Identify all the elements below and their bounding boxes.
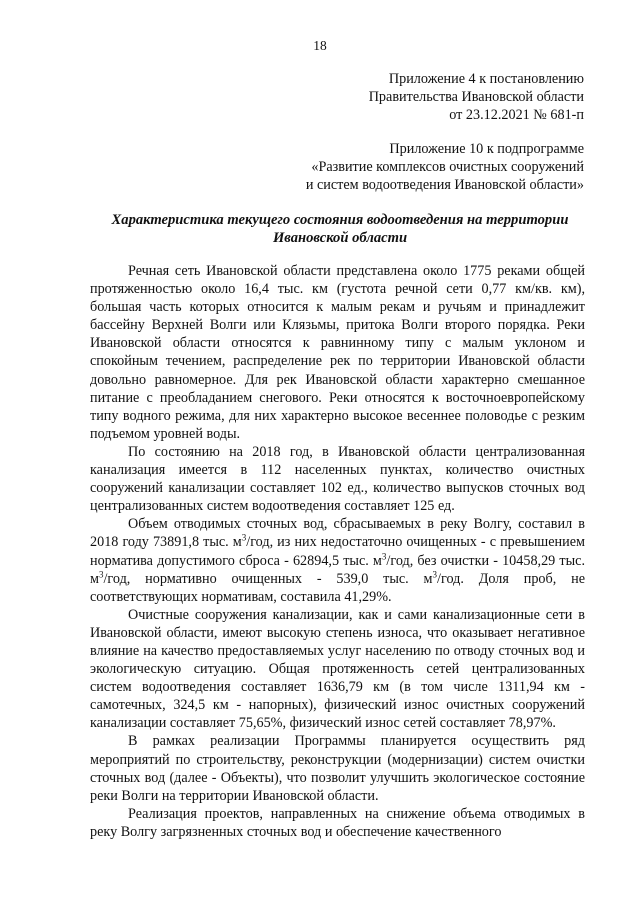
cubic-superscript-4: 3 [432, 568, 438, 579]
appendix-sub-line-2: «Развитие комплексов очистных сооружений [311, 159, 584, 175]
volume-text-2: /год, из них недостаточно очищенных - с превышением норматива допустимого сброса - 62894,5 тыс. м [90, 534, 585, 569]
volume-text-4: /год, нормативно очищенных - 539,0 тыс. м [103, 570, 433, 587]
paragraph-project-implementation: Реализация проектов, направленных на снижение объема отводимых в реку Волгу загрязненных сточных вод и обеспечение качественного [90, 805, 585, 840]
paragraph-river-network: Речная сеть Ивановской области представлена около 1775 реками общей протяженностью около 16,4 тыс. км (густота речной сети 0,77 км/кв. км), большая часть которых относится к малым рекам и ручьям и принадлежит бассейну Верхней Волги или Клязьмы, притока Волги второго порядка. Реки Ивановской области относятся к равнинному типу с малым уклоном и спокойным течением, распределение рек по территории Ивановской области довольно равномерное. Для рек Ивановской области характерно смешанное питание с преобладанием снегового. Реки относятся к восточноевропейскому типу водного режима, для них характерно высокое весеннее половодье с резким подъемом уровней воды. [90, 263, 585, 442]
appendix-main-line-1: Приложение 4 к постановлению [388, 71, 584, 87]
appendix-header-sub [306, 140, 584, 194]
paragraph-infrastructure-wear: Очистные сооружения канализации, как и сами канализационные сети в Ивановской области, имеют высокую степень износа, что оказывает негативное влияние на качество предоставляемых услуг населению по отводу сточных вод и экологическую ситуацию. Общая протяженность сетей централизованных систем водоотведения составляет 1636,79 км (в том числе 1311,94 км - самотечных, 324,5 км - напорных), физический износ очистных сооружений канализации составляет 75,65%, физический износ сетей составляет 78,97%. [90, 606, 585, 732]
section-title-line-2: Ивановской области [272, 230, 408, 246]
appendix-sub-line-3: и систем водоотведения Ивановской области» [305, 177, 584, 193]
appendix-main-line-2: Правительства Ивановской области [368, 89, 584, 105]
appendix-sub-line-1: Приложение 10 к подпрограмме [389, 141, 584, 157]
appendix-main-line-3: от 23.12.2021 № 681-п [449, 107, 584, 123]
paragraph-program-plans: В рамках реализации Программы планируется осуществить ряд мероприятий по строительству, реконструкции (модернизации) систем очистки сточных вод (далее - Объекты), что позволит улучшить экологическое состояние реки Волги на территории Ивановской области. [90, 733, 585, 804]
section-title [90, 211, 590, 247]
cubic-superscript-3: 3 [98, 568, 104, 579]
page-number: 18 [313, 38, 327, 53]
volume-text-5: /год. Доля проб, не соответствующих нормативам, составила 41,29%. [90, 570, 585, 605]
paragraph-wastewater-volume [90, 515, 585, 605]
volume-text-1: Объем отводимых сточных вод, сбрасываемых в реку Волгу, составил в 2018 году 73891,8 тыс. м [90, 516, 585, 551]
document-body [90, 262, 585, 841]
appendix-header-main [369, 70, 584, 124]
volume-text-3: /год, без очистки - 10458,29 тыс. м [90, 552, 585, 587]
paragraph-sewerage-status: По состоянию на 2018 год, в Ивановской области централизованная канализация имеется в 112 населенных пунктах, количество очистных сооружений канализации составляет 102 ед., количество выпусков сточных вод централизованных систем водоотведения составляет 125 ед. [90, 443, 585, 515]
section-title-line-1: Характеристика текущего состояния водоотведения на территории [111, 212, 569, 228]
cubic-superscript-2: 3 [381, 550, 387, 561]
cubic-superscript-1: 3 [241, 532, 247, 543]
